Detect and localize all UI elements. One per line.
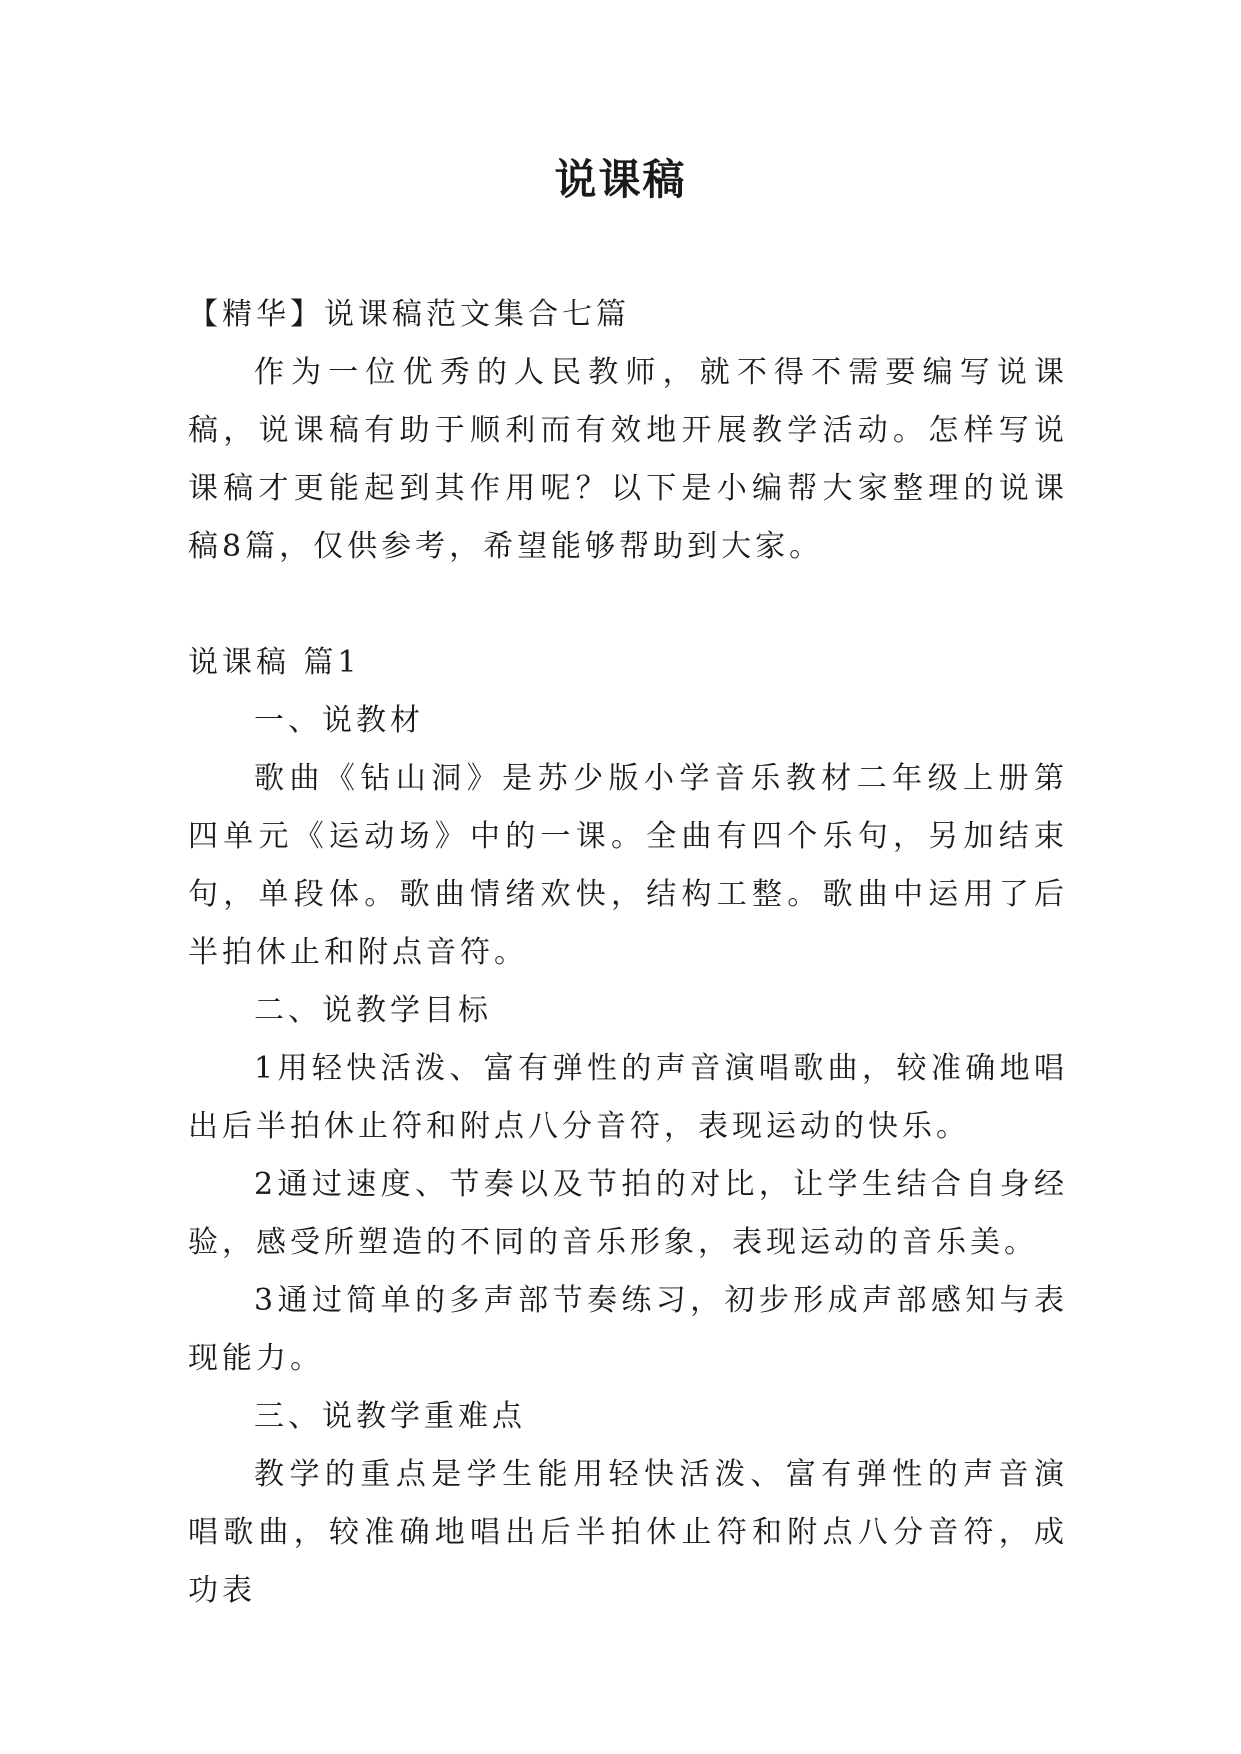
section-heading: 说课稿 篇1 bbox=[188, 645, 361, 680]
heading-teaching-goals: 二、说教学目标 bbox=[254, 993, 492, 1028]
goal-item-2: 2通过速度、节奏以及节拍的对比，让学生结合自身经验，感受所塑造的不同的音乐形象，表现运动的音乐美。 bbox=[188, 1167, 1068, 1260]
document-body bbox=[188, 286, 1068, 1620]
paragraph-teaching-material: 歌曲《钻山洞》是苏少版小学音乐教材二年级上册第四单元《运动场》中的一课。全曲有四个乐句，另加结束句，单段体。歌曲情绪欢快，结构工整。歌曲中运用了后半拍休止和附点音符。 bbox=[188, 761, 1068, 970]
document-subtitle: 【精华】说课稿范文集合七篇 bbox=[188, 297, 630, 332]
goal-item-1: 1用轻快活泼、富有弹性的声音演唱歌曲，较准确地唱出后半拍休止符和附点八分音符，表现运动的快乐。 bbox=[188, 1051, 1068, 1144]
section-spacer bbox=[188, 576, 1068, 634]
paragraph-key-points: 教学的重点是学生能用轻快活泼、富有弹性的声音演唱歌曲，较准确地唱出后半拍休止符和附点八分音符，成功表 bbox=[188, 1457, 1068, 1608]
document-title: 说课稿 bbox=[554, 155, 687, 204]
intro-paragraph: 作为一位优秀的人民教师，就不得不需要编写说课稿，说课稿有助于顺利而有效地开展教学活动。怎样写说课稿才更能起到其作用呢？以下是小编帮大家整理的说课稿8篇，仅供参考，希望能够帮助到大家。 bbox=[188, 355, 1068, 564]
heading-teaching-material: 一、说教材 bbox=[254, 703, 424, 738]
heading-key-points: 三、说教学重难点 bbox=[254, 1399, 526, 1434]
goal-item-3: 3通过简单的多声部节奏练习，初步形成声部感知与表现能力。 bbox=[188, 1283, 1068, 1376]
